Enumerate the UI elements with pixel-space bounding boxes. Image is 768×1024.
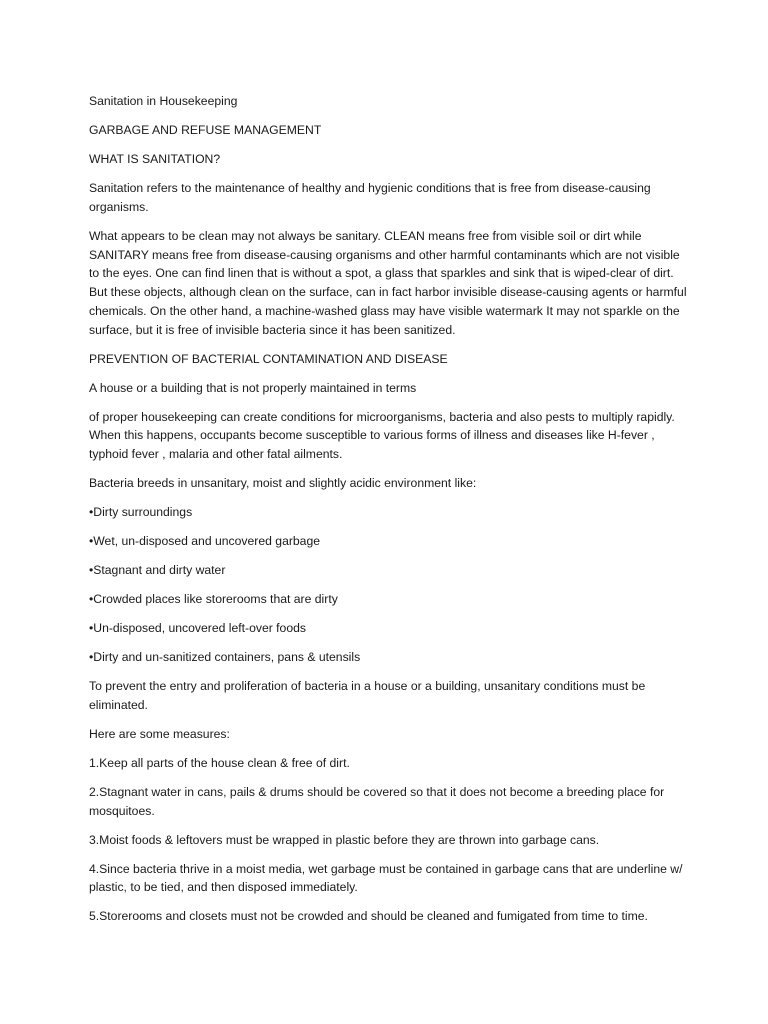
paragraph-clean-vs-sanitary: What appears to be clean may not always be sanitary. CLEAN means free from visible soil or dirt while SANITARY means free from disease-causing organisms and other harmful contaminants which are not visible to the eyes. One can find linen that is without a spot, a glass that sparkles and sink that is wiped-clear of dirt. But these objects, although clean on the surface, can in fact harbor invisible disease-causing agents or harmful chemicals. On the other hand, a machine-washed glass may have visible watermark It may not sparkle on the surface, but it is free of invisible bacteria since it has been sanitized. [89, 228, 687, 337]
document-title: Sanitation in Housekeeping [89, 94, 238, 108]
section-heading-what-is-sanitation: WHAT IS SANITATION? [89, 151, 221, 166]
document-body [89, 92, 689, 936]
paragraph-housekeeping-conditions: of proper housekeeping can create conditions for microorganisms, bacteria and also pests to multiply rapidly. When this happens, occupants become susceptible to various forms of illness and diseases like H-fever , typhoid fever , malaria and other fatal ailments. [89, 409, 675, 462]
paragraph-prevent-entry: To prevent the entry and proliferation of bacteria in a house or a building, unsanitary conditions must be eliminated. [89, 679, 646, 712]
paragraph-house-building: A house or a building that is not properly maintained in terms [89, 380, 417, 395]
bullet-item: •Wet, un-disposed and uncovered garbage [89, 534, 321, 549]
section-heading-prevention: PREVENTION OF BACTERIAL CONTAMINATION AND DISEASE [89, 351, 448, 366]
paragraph-measures-intro: Here are some measures: [89, 726, 230, 741]
bullet-item: •Dirty and un-sanitized containers, pans & utensils [89, 650, 361, 665]
measure-item: 5.Storerooms and closets must not be crowded and should be cleaned and fumigated from time to time. [89, 909, 648, 924]
measure-item: 4.Since bacteria thrive in a moist media, wet garbage must be contained in garbage cans that are underline w/ plastic, to be tied, and then disposed immediately. [89, 861, 683, 895]
bullet-item: •Un-disposed, uncovered left-over foods [89, 621, 306, 636]
measure-item: 3.Moist foods & leftovers must be wrapped in plastic before they are thrown into garbage cans. [89, 832, 600, 847]
bullet-item: •Dirty surroundings [89, 505, 193, 520]
paragraph-definition: Sanitation refers to the maintenance of healthy and hygienic conditions that is free from disease-causing organisms. [89, 180, 651, 214]
paragraph-bacteria-breeds: Bacteria breeds in unsanitary, moist and slightly acidic environment like: [89, 476, 477, 491]
bullet-item: •Stagnant and dirty water [89, 563, 226, 578]
measure-item: 1.Keep all parts of the house clean & free of dirt. [89, 755, 350, 770]
section-heading-garbage: GARBAGE AND REFUSE MANAGEMENT [89, 122, 322, 137]
bullet-item: •Crowded places like storerooms that are dirty [89, 592, 338, 607]
measure-item: 2.Stagnant water in cans, pails & drums should be covered so that it does not become a breeding place for mosquitoes. [89, 784, 665, 818]
